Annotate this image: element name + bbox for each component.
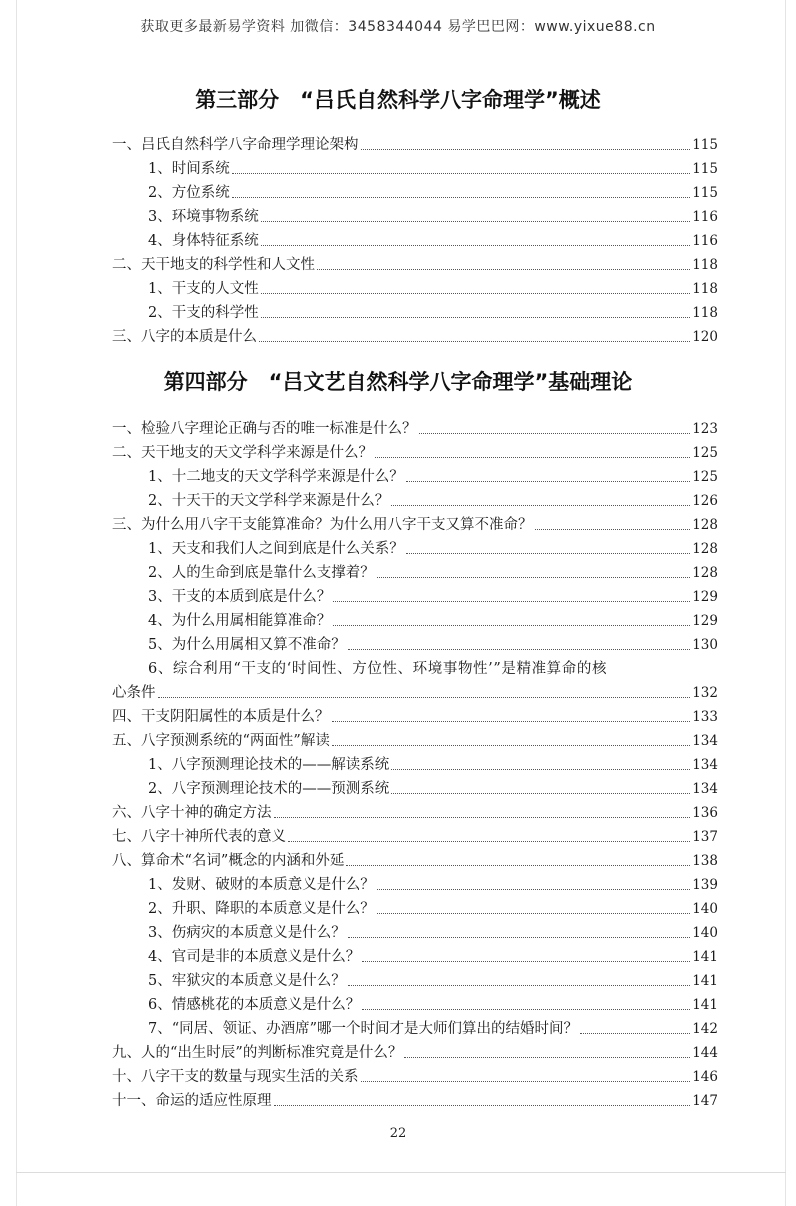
toc-page: 141 (692, 997, 718, 1013)
toc-label: 4、为什么用属相能算准命？ (148, 613, 332, 629)
toc-label: 三、为什么用八字干支能算准命？为什么用八字干支又算不准命？ (112, 517, 533, 533)
toc-entry[interactable] (112, 608, 718, 630)
dot-leader (404, 1057, 690, 1058)
toc-label: 3、干支的本质到底是什么？ (148, 589, 332, 605)
toc-label: 十、八字干支的数量与现实生活的关系 (112, 1069, 359, 1085)
toc-page: 123 (692, 421, 718, 437)
toc-label: 1、发财、破财的本质意义是什么？ (148, 877, 375, 893)
toc-entry[interactable] (112, 776, 718, 798)
toc-label: 心条件 (112, 685, 156, 701)
dot-leader (261, 293, 690, 294)
toc-entry[interactable] (112, 1088, 718, 1110)
dot-leader (158, 697, 691, 698)
watermark-header: 获取更多最新易学资料 加微信：3458344044 易学巴巴网：www.yixue88.cn (140, 19, 656, 35)
toc-page: 118 (692, 305, 718, 321)
toc-entry[interactable] (112, 228, 718, 250)
dot-leader (348, 985, 690, 986)
toc-entry[interactable] (112, 992, 718, 1014)
toc-entry[interactable] (112, 464, 718, 486)
toc-entry[interactable] (112, 728, 718, 750)
toc-page: 116 (692, 209, 718, 225)
toc-page: 118 (692, 281, 718, 297)
toc-page: 141 (692, 949, 718, 965)
toc-entry[interactable] (112, 752, 718, 774)
toc-entry[interactable] (112, 824, 718, 846)
dot-leader (419, 433, 691, 434)
toc-entry[interactable] (112, 416, 718, 438)
toc-page: 144 (692, 1045, 718, 1061)
dot-leader (391, 505, 690, 506)
toc-page: 128 (692, 517, 718, 533)
toc-entry[interactable] (112, 560, 718, 582)
dot-leader (361, 149, 691, 150)
toc-page: 125 (692, 469, 718, 485)
dot-leader (375, 457, 690, 458)
page-left-edge (16, 0, 17, 1206)
toc-label: 七、八字十神所代表的意义 (112, 829, 286, 845)
toc-label: 1、天支和我们人之间到底是什么关系？ (148, 541, 404, 557)
dot-leader (261, 221, 690, 222)
toc-page: 128 (692, 541, 718, 557)
toc-label: 四、干支阴阳属性的本质是什么？ (112, 709, 330, 725)
dot-leader (348, 937, 690, 938)
toc-label: 二、天干地支的科学性和人文性 (112, 257, 315, 273)
toc-page: 140 (692, 901, 718, 917)
toc-label: 八、算命术“名词”概念的内涵和外延 (112, 853, 345, 869)
toc-label: 2、升职、降职的本质意义是什么？ (148, 901, 375, 917)
toc-page: 138 (692, 853, 718, 869)
toc-entry[interactable] (112, 848, 718, 870)
toc-entry[interactable] (112, 324, 718, 346)
toc-entry[interactable] (112, 896, 718, 918)
dot-leader (261, 317, 690, 318)
toc-page: 115 (692, 161, 718, 177)
toc-label: 2、人的生命到底是靠什么支撑着？ (148, 565, 375, 581)
toc-entry[interactable] (112, 1016, 718, 1038)
toc-entry[interactable] (112, 584, 718, 606)
toc-entry[interactable] (112, 944, 718, 966)
toc-label: 4、身体特征系统 (148, 233, 259, 249)
toc-page: 141 (692, 973, 718, 989)
dot-leader (317, 269, 690, 270)
toc-entry[interactable] (112, 252, 718, 274)
toc-entry[interactable] (112, 632, 718, 654)
toc-page: 142 (692, 1021, 718, 1037)
toc-label: 二、天干地支的天文学科学来源是什么？ (112, 445, 373, 461)
dot-leader (406, 481, 690, 482)
toc-label: 1、八字预测理论技术的——解读系统 (148, 757, 390, 773)
toc-entry[interactable] (112, 680, 718, 702)
dot-leader (332, 721, 691, 722)
toc-page: 120 (692, 329, 718, 345)
page-bottom-edge (16, 1172, 786, 1173)
toc-entry[interactable] (112, 704, 718, 726)
dot-leader (391, 769, 690, 770)
toc-label: 2、干支的科学性 (148, 305, 259, 321)
toc-entry[interactable] (112, 132, 718, 154)
toc-label: 6、情感桃花的本质意义是什么？ (148, 997, 361, 1013)
part4-title: 第四部分 “吕文艺自然科学八字命理学”基础理论 (163, 370, 633, 394)
toc-page: 139 (692, 877, 718, 893)
toc-page: 147 (692, 1093, 718, 1109)
toc-entry-wrapped-line1[interactable]: 6、综合利用“干支的‘时间性、方位性、环境事物性’”是精准算命的核 (148, 661, 608, 677)
toc-entry[interactable] (112, 1064, 718, 1086)
dot-leader (261, 245, 690, 246)
toc-label: 三、八字的本质是什么 (112, 329, 257, 345)
toc-label: 5、为什么用属相又算不准命？ (148, 637, 346, 653)
toc-entry[interactable] (112, 204, 718, 226)
toc-label: 十一、命运的适应性原理 (112, 1093, 272, 1109)
dot-leader (361, 1081, 691, 1082)
toc-label: 7、“同居、领证、办酒席”哪一个时间才是大师们算出的结婚时间？ (148, 1021, 579, 1037)
toc-page: 137 (692, 829, 718, 845)
toc-entry[interactable] (112, 440, 718, 462)
dot-leader (288, 841, 690, 842)
toc-label: 九、人的“出生时辰”的判断标准究竟是什么？ (112, 1045, 403, 1061)
dot-leader (377, 889, 690, 890)
dot-leader (362, 961, 690, 962)
toc-label: 五、八字预测系统的“两面性”解读 (112, 733, 330, 749)
dot-leader (259, 341, 690, 342)
toc-label: 1、干支的人文性 (148, 281, 259, 297)
toc-entry[interactable] (112, 536, 718, 558)
page-right-edge (785, 0, 786, 1206)
toc-entry[interactable] (112, 872, 718, 894)
toc-page: 132 (692, 685, 718, 701)
dot-leader (348, 649, 690, 650)
toc-label: 一、吕氏自然科学八字命理学理论架构 (112, 137, 359, 153)
dot-leader (274, 1105, 691, 1106)
dot-leader (377, 577, 690, 578)
toc-page: 129 (692, 613, 718, 629)
toc-entry[interactable] (112, 512, 718, 534)
toc-page: 125 (692, 445, 718, 461)
toc-page: 129 (692, 589, 718, 605)
toc-label: 4、官司是非的本质意义是什么？ (148, 949, 361, 965)
dot-leader (377, 913, 690, 914)
toc-page: 128 (692, 565, 718, 581)
toc-page: 115 (692, 185, 718, 201)
toc-entry[interactable] (112, 488, 718, 510)
dot-leader (406, 553, 690, 554)
dot-leader (232, 197, 690, 198)
toc-label: 1、时间系统 (148, 161, 230, 177)
toc-label: 2、方位系统 (148, 185, 230, 201)
toc-page: 140 (692, 925, 718, 941)
dot-leader (580, 1033, 690, 1034)
toc-page: 115 (692, 137, 718, 153)
toc-page: 126 (692, 493, 718, 509)
dot-leader (332, 745, 690, 746)
toc-label: 2、八字预测理论技术的——预测系统 (148, 781, 390, 797)
dot-leader (391, 793, 690, 794)
toc-entry[interactable] (112, 920, 718, 942)
dot-leader (232, 173, 690, 174)
dot-leader (346, 865, 690, 866)
toc-entry[interactable] (112, 300, 718, 322)
dot-leader (333, 601, 690, 602)
toc-label: 2、十天干的天文学科学来源是什么？ (148, 493, 390, 509)
toc-page: 118 (692, 257, 718, 273)
toc-page: 146 (692, 1069, 718, 1085)
dot-leader (274, 817, 691, 818)
toc-label: 5、牢狱灾的本质意义是什么？ (148, 973, 346, 989)
toc-page: 134 (692, 757, 718, 773)
toc-entry[interactable] (112, 156, 718, 178)
part3-title: 第三部分 “吕氏自然科学八字命理学”概述 (195, 88, 601, 112)
toc-entry[interactable] (112, 276, 718, 298)
toc-label: 一、检验八字理论正确与否的唯一标准是什么？ (112, 421, 417, 437)
toc-entry[interactable] (112, 180, 718, 202)
toc-page: 136 (692, 805, 718, 821)
toc-entry[interactable] (112, 1040, 718, 1062)
toc-label: 3、环境事物系统 (148, 209, 259, 225)
page-number: 22 (389, 1126, 407, 1141)
toc-label: 六、八字十神的确定方法 (112, 805, 272, 821)
toc-entry[interactable] (112, 968, 718, 990)
dot-leader (362, 1009, 690, 1010)
toc-page: 130 (692, 637, 718, 653)
toc-entry[interactable] (112, 800, 718, 822)
toc-page: 116 (692, 233, 718, 249)
toc-page: 133 (692, 709, 718, 725)
toc-page: 134 (692, 733, 718, 749)
toc-page: 134 (692, 781, 718, 797)
dot-leader (535, 529, 691, 530)
toc-label: 3、伤病灾的本质意义是什么？ (148, 925, 346, 941)
dot-leader (333, 625, 690, 626)
toc-label: 1、十二地支的天文学科学来源是什么？ (148, 469, 404, 485)
